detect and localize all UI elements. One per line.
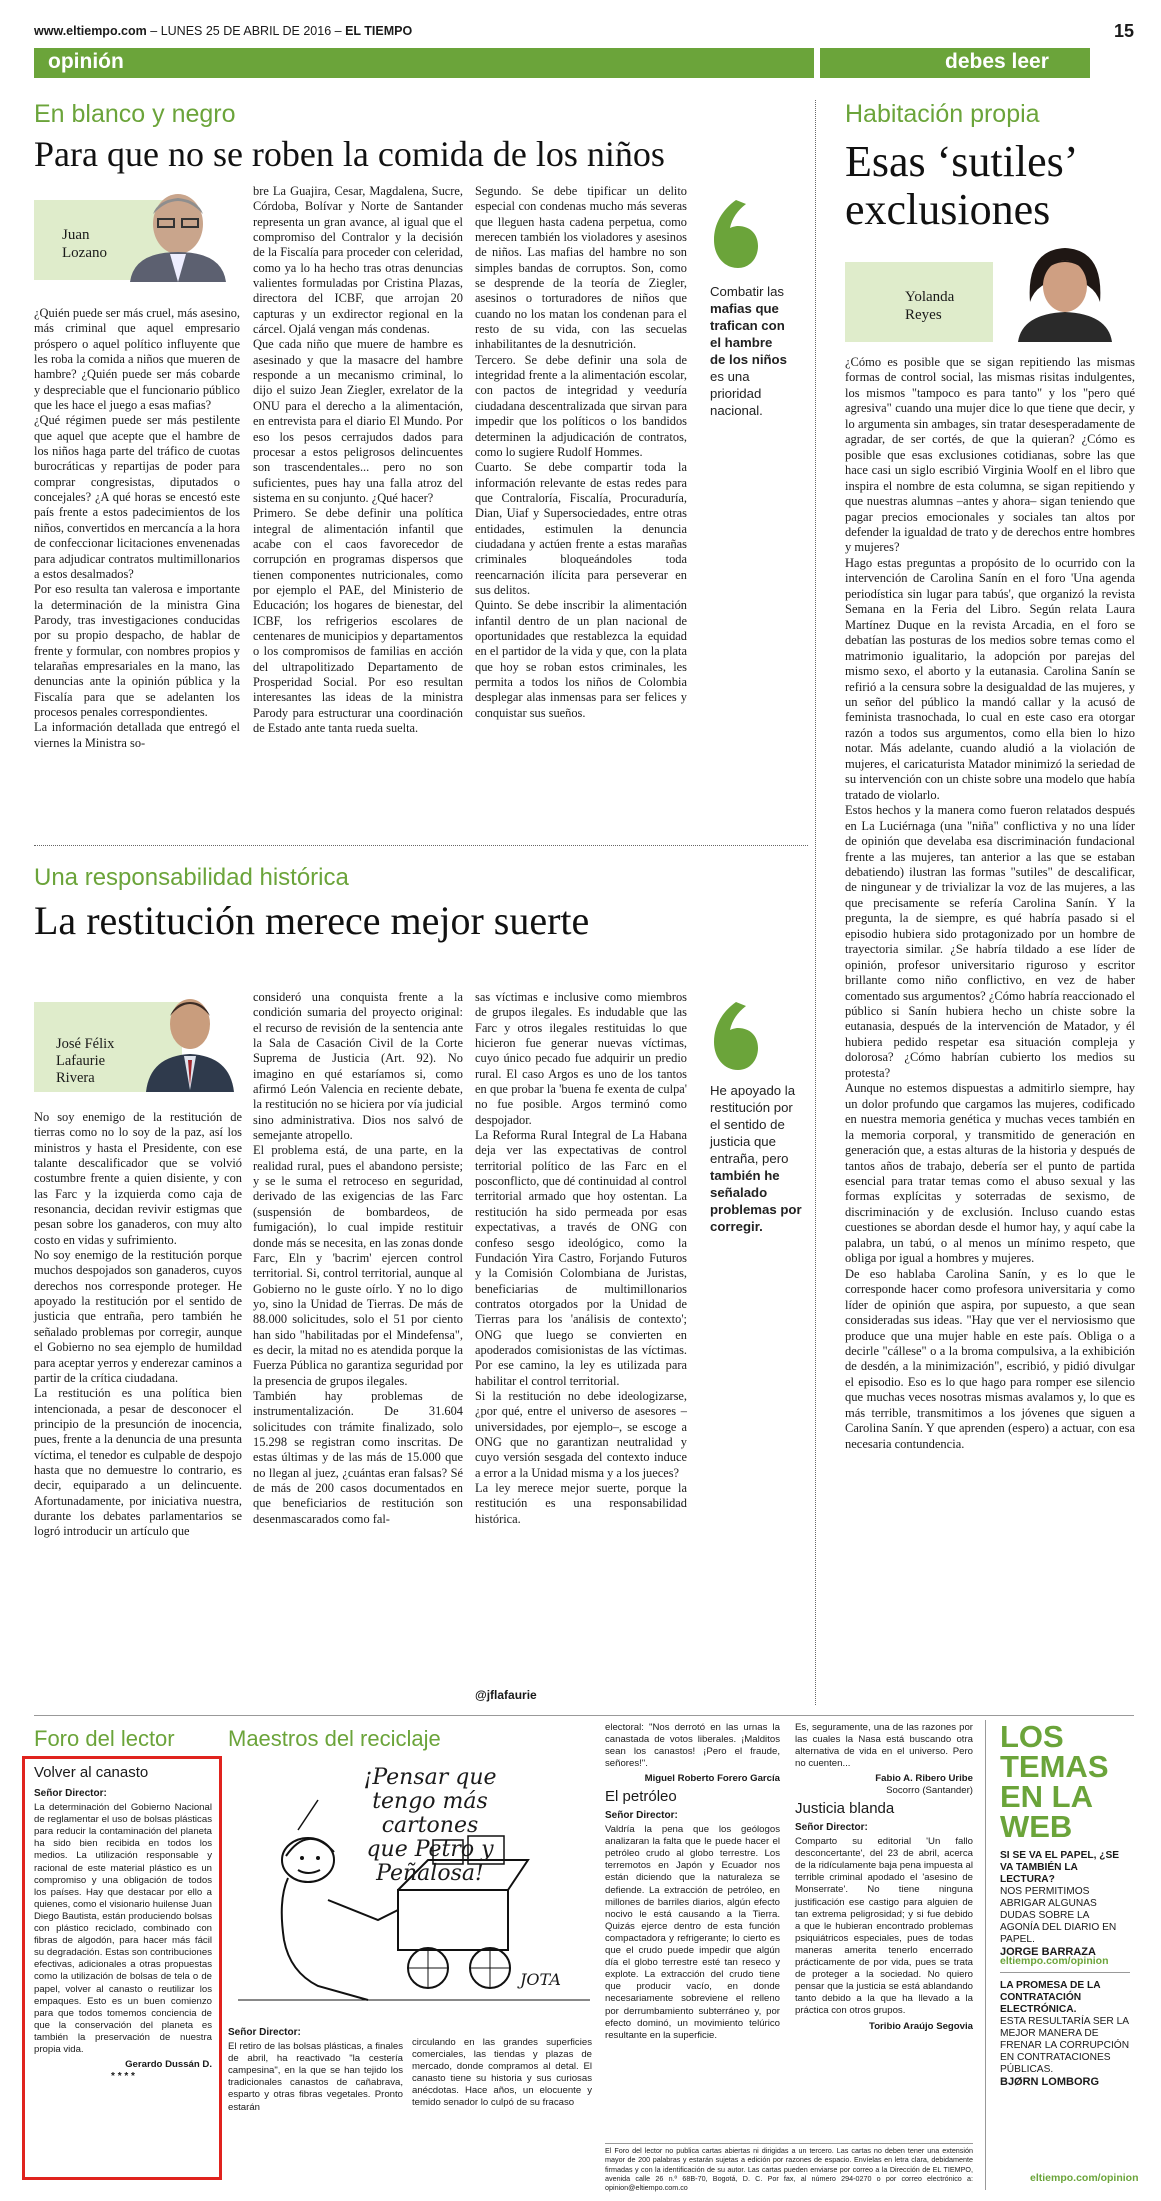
article3-author-name: Yolanda Reyes (905, 289, 955, 323)
article2-column-3: sas víctimas e inclusive como miembros de grupos ilegales. Es indudable que las Farc y otros ilegales restituidas lo que hicieron fue generar nuevas víctimas, cuyo único pecado fue adquirir un predio rural. El caso Argos es uno de los tantos en que probar la 'buena fe exenta de culpa' no fue posible. Argos terminó como despojador. La Reforma Rural Integral de La Habana deja ver las expectativas de control territorial político de las Farc en el posconflicto, que dé continuidad al control territorial armado que hoy ostentan. La restitución ha sido permeada por esas expectativas, a través de ONG con confeso sesgo ideológico, como la Fundación Yira Castro, Forjando Futuros y la Comisión Colombiana de Juristas, beneficiarias de multimillonarios contratos otorgados por la Unidad de Tierras para los 'análisis de contexto'; ONG que luego se convierten en apoderados comisionistas de las víctimas. Por ese camino, la ley es utilizada para habilitar el control territorial. Si la restitución no debe ideologizarse, ¿por qué, entre el universo de asesores –universidades, por ejemplo–, se escoge a ONG que no garantizan neutralidad y cuyo versión sesgada del contexto induce a error a la Unidad misma y a los jueces? La ley merece mejor suerte, porque la restitución es una responsabilidad histórica. (475, 990, 687, 1526)
column-divider (815, 100, 816, 1705)
article1-column-1: ¿Quién puede ser más cruel, más asesino, más criminal que aquel empresario próspero o aquel político influyente que les roba la comida a niños que mueren de hambre? ¿Quién puede ser más cobarde y despreciable que el funcionario público que les hace el juego a esas mafias? ¿Qué régimen puede ser más pestilente que aquel que acepte que el hambre de los niños haga parte del tráfico de cuotas burocráticas y repartijas de poder para comprar congresistas, diputados o concejales? ¿A qué horas se encestó este país frente a estos padecimientos de los niños, convertidos en mercancía a la hora de confeccionar licitaciones envenenadas para adjudicar contratos multimillonarios a estos desalmados? Por eso resulta tan valerosa e importante la determinación de la ministra Gina Parody, tras investigaciones conducidas por su propio despacho, de hablar de frente y formular, con nombres propios y telarañas empresariales en la mano, las denuncias ante la opinión pública y la Fiscalía para que se adelanten los procesos penales correspondientes. La información detallada que entregó el viernes la Ministra so- (34, 306, 240, 750)
maestros-letter-col1: Señor Director: El retiro de las bolsas plásticas, a finales de abril, ha reactivado "la cestería campesina", en la que se han tejido los tradicionales canastos de cañabrava, esparto y otras fibras vegetales. Pronto estarán (228, 2027, 403, 2113)
web-title: LOS TEMAS EN LA WEB (1000, 1719, 1109, 1844)
article1-column-3: Segundo. Se debe tipificar un delito especial con condenas mucho más severas que lleguen hasta cadena perpetua, como merecen también los violadores y asesinos de niños. Las mafias del hambre no son simples bandas de corruptos. Son, como se desprende de la teoría de Ziegler, asesinos o torturadores de niños que cuando no los matan los condenan para el resto de su vida, con las secuelas inhabilitantes de la desnutrición. Tercero. Se debe definir una sola de integridad frente a la alimentación escolar, con pactos de integridad y veeduría ciudadana descentralizada que sirvan para impedir que los políticos o los bandidos determinen la adjudicación de contratos, como lo sugiere Rudolf Hommes. Cuarto. Se debe compartir toda la información relevante de estas redes para que Contraloría, Fiscalía, Procuraduría, Dian, Uiaf y Supersociedades, entre otras entidades, estimulen la denuncia ciudadana y actúen frente a estas marañas criminales bloqueándoles toda reencarnación ilícita para perseverar en sus delitos. Quinto. Se debe inscribir la alimentación infantil dentro de un plan nacional de oportunidades que restablezca la equidad en el partidor de la vida y que, con la plata que hoy se roban estos criminales, les permita a todos los niños de Colombia desplegar alas inmensas para ser felices y conquistar sus sueños. (475, 184, 687, 720)
article3-title-line2: exclusiones (845, 185, 1051, 234)
paper-name: EL TIEMPO (345, 24, 413, 38)
header-date: LUNES 25 DE ABRIL DE 2016 (160, 24, 332, 38)
page-header: www.eltiempo.com – LUNES 25 DE ABRIL DE 2016 – EL TIEMPO 15 (34, 21, 1134, 41)
article2-column-1: No soy enemigo de la restitución de tierras como no lo soy de la paz, así los ministros y hasta el Presidente, con ese talante descalificador que se volvió costumbre frente a quien disiente, y con las Farc y la izquierda como caja de resonancia, decidan revivir estigmas que pesan sobre los ganaderos, con muy alto costo en vidas y sufrimiento. No soy enemigo de la restitución porque muchos despojados son ganaderos, cuyos derechos nos corresponde proteger. He apoyado la restitución por el sentido de justicia que entraña, pero también he señalado problemas por corregir, aunque el Gobierno no sea ejemplo de humildad para aceptar yerros y enderezar caminos a partir de la crítica ciudadana. La restitución es una política bien intencionada, a pesar de desconocer el principio de la presunción de inocencia, pues, frente a la denuncia de una presunta víctima, el tenedor es culpable de despojo hasta que no demuestre lo contrario, es decir, equiparado a un delincuente. Afortunadamente, por iniciativa nuestra, durante los debates parlamentarios se logró introducir un artículo que (34, 1110, 242, 1539)
site-url[interactable]: www.eltiempo.com (34, 24, 147, 38)
cartoonist-signature: JOTA (520, 1970, 561, 1989)
article3-body: ¿Cómo es posible que se sigan repitiendo las mismas formas de control social, las mismas risitas indulgentes, los mismos "tampoco es para tanto" y los "pero qué agresiva" cuando una mujer dice lo que tiene que decir, y lo argumenta sin ambages, sin tratar desesperadamente de agradar, de ser cortés, de que la quieran? ¿Cómo es posible que esas exclusiones cotidianas, sobre las que hace casi un siglo escribió Virginia Woolf en el libro que inspira el nombre de esta columna, se sigan repitiendo y que nuestras alumnas –antes y ahora– sigan teniendo que pagar precios emocionales y sociales tan altos por defender la igualdad de trato y de derechos entre hombres y mujeres? Hago estas preguntas a propósito de lo ocurrido con la intervención de Carolina Sanín en el foro 'Una agenda periodística sin lugar para tabús', que organizó la revista Semana en la Feria del Libro. Según relata Laura Martínez Duque en la revista Arcadia, en el foro se debatían las posturas de los medios sobre temas como el matrimonio igualitario, la adopción por parejas del mismo sexo, el aborto y la eutanasia. Carolina Sanín se refirió a la censura sobre la desigualdad de las mujeres, y un señor del público la mandó callar y la acusó de feminista trasnochada, lo cual en este caso era otorgar razón a todos sus argumentos, como ella bien lo hizo notar. Más adelante, cuando aludió a la violación de mujeres, el caricaturista Matador minimizó la seriedad de su intervención con un chiste sobre una modelo que había tratado de violarlo. Estos hechos y la manera como fueron relatados después en La Luciérnaga (una "niña" conflictiva y no una líder de opinión que develaba esa discriminación fundacional frente a las mujeres, tan anterior a las que se estaban debatiendo) ilustran las formas "sutiles" de descalificar, de ningunear y de trivializar la voz de las mujeres, a las que precisamente se refería Carolina Sanín. Y la pregunta, la de siempre, es qué habría pasado si el episodio hubiera sido protagonizado por un hombre de trayectoria similar. ¿Se habría tildado a ese líder de opinión, profesor universitario riguroso y escritor brillante como niño conflictivo, en vez de haber comentado sus argumentos? ¿Cómo habría reaccionado el público si Sanín hubiera hecho un chiste sobre la eutanasia, después de la intervención de Matador, y él hubiera pedido respetar esa situación compleja y dolorosa? ¿Cómo habrían cubierto los medios su protesta? Aunque no estemos dispuestas a admitirlo siempre, hay un dolor profundo que cargamos las mujeres, codificado en nuestra memoria genética y muchas veces también en la memoria corporal, y transmitido de generación en generación que, a estas alturas de la historia y después de tantos años de trabajo, debería ser el punto de partida esencial para tratar temas como el abuso sexual y las formas explícitas y soterradas de sexismo, de discriminación y de exclusión. Incluso cuando estas cuestiones se abordan desde el humor hay, y aquí cabe la palabra, un tabú, o al menos un mínimo respeto, que obliga por igual a hombres y mujeres. De eso hablaba Carolina Sanín, y es lo que le corresponde hacer como profesora universitaria y como líder de opinión que aspira, por supuesto, a que sean consideradas sus ideas. "Hay que ver el nerviosismo que produce que una mujer hable en este país. Obliga o a decirle "cállese" o a la broma compulsiva, a la exhibición de desdén, a la minimización", escribió, y pidió divulgar el episodio. Eso es lo que hago para romper ese silencio que muchas veces nosotras mismas avalamos y, lo que es más terrible, transmitimos a los jóvenes que siguen a Carolina Sanín. Y que aprenden (espero) a actuar, con esa necesaria contundencia. (845, 355, 1135, 1451)
page-number: 15 (1113, 21, 1134, 41)
article1-column-2: bre La Guajira, Cesar, Magdalena, Sucre, Córdoba, Bolívar y Norte de Santander representa un gran avance, al igual que el compromiso del Contralor y la decisión de la Fiscalía para proceder con celeridad, como ya lo ha hecho tras otras denuncias valientes formuladas por Cristina Plazas, directora del ICBF, que arrojan 20 capturas y un exdirector regional en la cárcel. Ojalá vengan más condenas. Que cada niño que muere de hambre es asesinado y que la masacre del hambre responde a un mecanismo criminal, lo dijo el suizo Jean Ziegler, exrelator de la ONU para el derecho a la alimentación, en entrevista para el diario El Mundo. Por eso los pesos cerrajudos dados para procesar a estos peligrosos delincuentes son trascendentales... pero no son suficientes, pues hay una falla atroz del sistema en su conjunto. ¿Qué hacer? Primero. Se debe definir una política integral de alimentación infantil que acabe con el caos favorecedor de corrupción en programas dispersos que tienen componentes nutricionales, como por ejemplo el PAE, del Ministerio de Educación; los hogares de bienestar, del ICBF, los refrigerios escolares de centenares de municipios y departamentos o los compromisos de familias en acción del ultrapolitizado Departamento de Prosperidad Social. Por eso resultan interesantes las ideas de la ministra Parody para estructurar una coordinación de Estado ante tanta rueda suelta. (253, 184, 463, 736)
petroleo-title: El petróleo (605, 1788, 677, 1805)
author-photo-yolanda-reyes (1010, 242, 1120, 342)
maestros-letter-col2: circulando en las grandes superficies comerciales, las tiendas y plazas de mercado, donde compramos al detal. El canasto tiene su historia y sus curiosas anécdotas. Hace años, un elocuente y temido senador lo culpó de su fracaso (412, 2037, 592, 2109)
web-url-1[interactable]: eltiempo.com/opinion (1000, 1955, 1109, 1967)
foro-kicker: Foro del lector (34, 1726, 175, 1751)
foro-letter: Señor Director: La determinación del Gobierno Nacional de reglamentar el uso de bolsas plásticas para reducir la contaminación del planeta ha sido bien recibida en todos los medios. La utilización responsable y racional de este material plástico es un compromiso y una obligación de todos los países. Hay que destacar por ello a quienes, como el visionario huilense Juan Diego Bautista, están produciendo bolsas con plástico reciclado, combinado con fibras de algodón, para hacer más fácil su degradación. Estas son contribuciones efectivas, adicionales a otras propuestas como la utilización de bolsas de tela o de papel, volver al canasto o reutilizar los empaques. Esto es un buen comienzo para que todos tomemos conciencia de que la conservación del planeta es también la preservación de nuestra propia vida. Gerardo Dussán D. * * * * (34, 1788, 212, 2083)
petroleo-letter: Señor Director: Valdría la pena que los geólogos analizaran la falta que le puede hacer el petróleo crudo al globo terrestre. Los terremotos en Japón y Ecuador nos están diciendo que la naturaleza se defiende. La extracción de petróleo, en millones de barriles diarios, algún efecto nocivo le está causando a la Tierra. Quizás ejerce dentro de esta función compactadora y refrigerante; lo cierto es que el crudo puede impedir que algún día el globo terrestre esté tan reseco y explote. La extracción del crudo tiene que producir vacío, en donde necesariamente sobreviene el relleno por derrumbamiento subterráneo y, por efecto dominó, un movimiento telúrico resultante en la superficie. (605, 1810, 780, 2041)
web-separator (1000, 1972, 1130, 1973)
article1-kicker: En blanco y negro (34, 100, 236, 128)
article1-pull-quote: Combatir las mafias que trafican con el hambre de los niños es una prioridad nacional. (710, 284, 787, 418)
justicia-letter: Señor Director: Comparto su editorial 'Un fallo desconcertante', del 23 de abril, acerca de la ridículamente baja pena impuesta al terrible criminal apodado el 'asesino de Monserrate'. No tiene ninguna justificación ese castigo para alguien de tan extrema peligrosidad; y si fue debido a que le hubieran encontrado problemas psiquiátricos especiales, pues de todas maneras amerita tenerlo encerrado prácticamente de por vida, pues se trata de proteger a la sociedad. No quiero pensar que la justicia se está ablandando tanto debido a la que ha llevado a la práctica con otros grupos. Toribio Araújo Segovia (795, 1822, 973, 2032)
article1-title: Para que no se roben la comida de los niños (34, 134, 665, 174)
letters-footer-note: El Foro del lector no publica cartas abiertas ni dirigidas a un tercero. Las cartas no deben tener una extensión mayor de 200 palabras y estarán sujetas a edición por razones de espacio. Envíelas en letra clara, debidamente firmadas y con la identificación de su autor. Las cartas pueden enviarse por correo a la Dirección de EL TIEMPO, avenida calle 26 n.º 68B-70, Bogotá, D. C. Por fax, al número 294-0270 o por correo electrónico a: opinion@eltiempo.com.co (605, 2143, 973, 2185)
article1-author-name: Juan Lozano (62, 227, 107, 261)
web-item-2[interactable]: LA PROMESA DE LA CONTRATACIÓN ELECTRÓNICA. ESTA RESULTARÍA SER LA MEJOR MANERA DE FRENAR LA CORRUPCIÓN EN CONTRATACIONES PÚBLICAS. BJØRN LOMBORG (1000, 1980, 1130, 2088)
article2-pull-quote: He apoyado la restitución por el sentido de justicia que entraña, pero también he señalado problemas por corregir. (710, 1083, 802, 1234)
web-url-2[interactable]: eltiempo.com/opinion (1030, 2172, 1139, 2184)
article2-kicker: Una responsabilidad histórica (34, 864, 349, 891)
section-title: opinión (48, 50, 124, 73)
article2-author-name: José Félix Lafaurie Rivera (56, 1036, 115, 1086)
letter-top-col1: electoral: "Nos derrotó en las urnas la canastada de votos liberales. ¡Malditos sean los canastos! ¡Pero el fraude, señores!". Miguel Roberto Forero García (605, 1722, 780, 1785)
quote-mark-icon (712, 1002, 760, 1072)
maestros-kicker: Maestros del reciclaje (228, 1726, 441, 1751)
author-twitter-handle[interactable]: @jflafaurie (475, 1688, 537, 1702)
web-item-1[interactable]: SI SE VA EL PAPEL, ¿SE VA TAMBIÉN LA LECTURA? NOS PERMITIMOS ABRIGAR ALGUNAS DUDAS SOBRE LA AGONÍA DEL DIARIO EN PAPEL. JORGE BARRAZA (1000, 1850, 1120, 1958)
letter-top-col2: Es, seguramente, una de las razones por las cuales la Nasa está buscando otra alternativa de vida en el universo. Pero no cuenten... Fabio A. Ribero Uribe Socorro (Santander) (795, 1722, 973, 1797)
author-photo-jose-felix-lafaurie (140, 990, 240, 1092)
quote-mark-icon (712, 200, 760, 270)
foro-letter-title: Volver al canasto (34, 1764, 149, 1781)
section-bar (34, 48, 814, 78)
article3-kicker: Habitación propia (845, 100, 1040, 128)
article2-column-2: consideró una conquista frente a la condición sumaria del proyecto original: el recurso de revisión de la sentencia ante la Sala de Casación Civil de la Corte Suprema de Justicia (Art. 92). No imagino en qué estaríamos si, como afirmó León Valencia en reciente debate, la restitución no se hiciera por vía judicial sino administrativa. Dios nos salvó de semejante atropello. El problema está, de una parte, en la realidad rural, pues el abandono persiste; y se le suma el retroceso en seguridad, derivado de las exigencias de las Farc (suspensión de bombardeos, de fumigación), lo cual impide restituir donde más se necesita, en las zonas donde Farc, Eln y 'bacrim' ejercen control territorial. Si, control territorial, aunque al Gobierno no le guste oírlo. Y no lo digo yo, sino la Unidad de Tierras. De más de 88.000 solicitudes, solo el 51 por ciento han sido "habilitadas por el Mindefensa", es decir, la mitad no es atendida porque la Fuerza Pública no garantiza seguridad por la presencia de grupos ilegales. También hay problemas de instrumentalización. De 31.604 solicitudes con trámite finalizado, solo 15.298 se registran como inscritas. De estas últimas y de las más de 15.000 que no llegan al juez, ¿cuántas eran falsas? Sé de más de 200 casos documentados en que beneficiarios de restitución son desenmascarados como fal- (253, 990, 463, 1526)
bottom-divider (34, 1715, 1134, 1716)
cartoon-speech: ¡Pensar que tengo más cartones que Petro y Peñalosa! (363, 1765, 497, 1886)
article-divider (34, 845, 808, 846)
article3-title-line1: Esas ‘sutiles’ (845, 137, 1079, 186)
article2-title: La restitución merece mejor suerte (34, 898, 590, 943)
section-right-title: debes leer (945, 50, 1049, 73)
author-photo-juan-lozano (120, 186, 238, 282)
justicia-title: Justicia blanda (795, 1800, 895, 1817)
web-divider (985, 1720, 986, 2190)
